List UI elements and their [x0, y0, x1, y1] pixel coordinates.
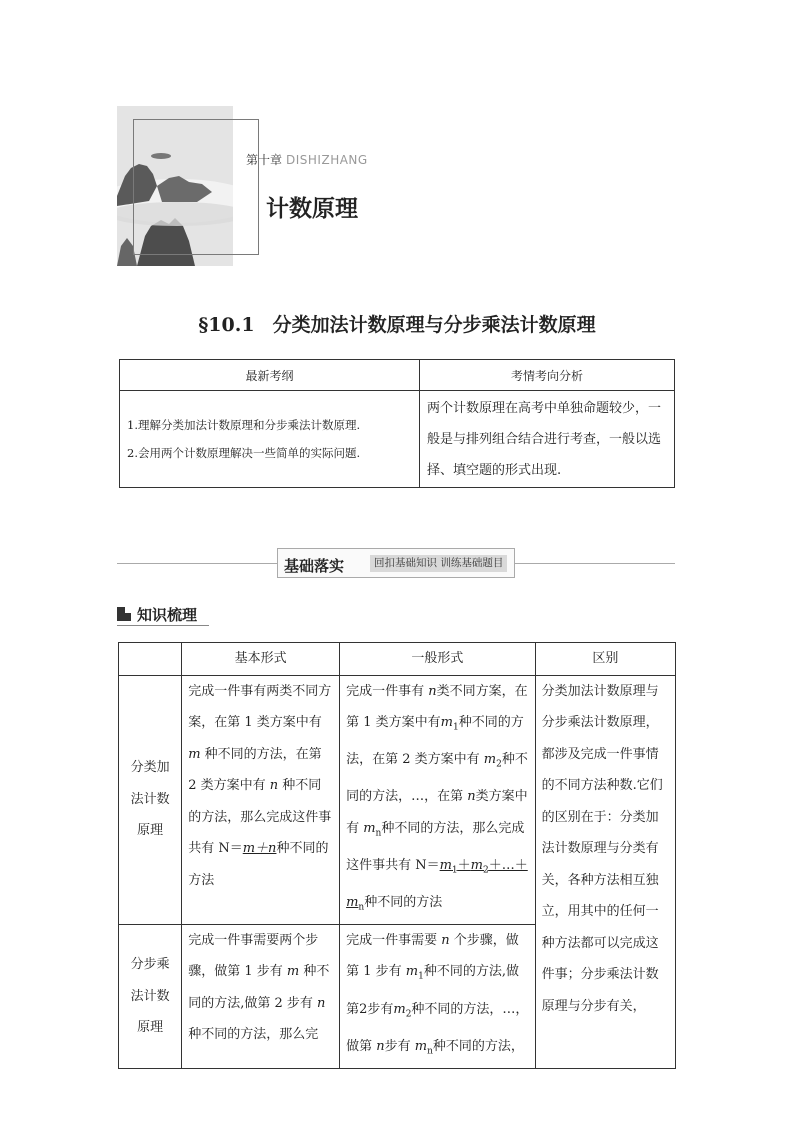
addition-basic-form: 完成一件事有两类不同方案，在第 1 类方案中有 m 种不同的方法，在第 2 类方案中有 n 种不同的方法，那么完成这件事共有 N＝m＋n种不同的方法	[182, 675, 340, 924]
outline-item: 2.会用两个计数原理解决一些简单的实际问题.	[127, 446, 361, 460]
k-header-basic: 基本形式	[182, 643, 340, 676]
knowledge-heading	[117, 604, 197, 625]
knowledge-heading-text: 知识梳理	[137, 606, 198, 624]
chapter-title: 计数原理	[266, 196, 358, 222]
difference-cell: 分类加法计数原理与分步乘法计数原理，都涉及完成一件事情的不同方法种数.它们的区别在于：分类加法计数原理与分类有关，各种方法相互独立，用其中的任何一种方法都可以完成这件事；分步乘法计数原理与分步有关，	[535, 675, 675, 1068]
banner-divider-left	[117, 563, 277, 564]
exam-outline-cell	[120, 391, 420, 488]
exam-analysis-cell: 两个计数原理在高考中单独命题较少，一般是与排列组合结合进行考查，一般以选择、填空题的形式出现.	[420, 391, 675, 488]
exam-header-outline: 最新考纲	[120, 360, 420, 391]
section-title-text: 分类加法计数原理与分步乘法计数原理	[272, 314, 596, 336]
section-banner	[277, 548, 515, 578]
row-label-multiplication: 分步乘法计数原理	[119, 924, 182, 1068]
banner-title: 基础落实	[284, 557, 345, 575]
outline-item: 1.理解分类加法计数原理和分步乘法计数原理.	[127, 418, 361, 432]
exam-outline-table	[119, 359, 675, 488]
banner-subtitle: 回扣基础知识 训练基础题目	[370, 555, 507, 572]
k-header-difference: 区别	[535, 643, 675, 676]
banner-divider-right	[515, 563, 675, 564]
chapter-frame	[133, 119, 259, 255]
k-header-general: 一般形式	[340, 643, 536, 676]
k-header-empty	[119, 643, 182, 676]
heading-square-icon	[117, 607, 131, 621]
chapter-number: 第十章	[246, 153, 283, 167]
chapter-pinyin: DISHIZHANG	[286, 153, 368, 167]
section-number: §10.1	[198, 314, 255, 336]
addition-general-form: 完成一件事有 n类不同方案，在第 1 类方案中有$m_1$种不同的方法，在第 2 类方案中有 $m_2$种不同的方法，…，在第 n类方案中有 $m_n$种不同的方法，那么完成这件事共有 $N=m_1+m_2+\dots+m_n$种不同的方法	[340, 675, 536, 924]
heading-underline	[117, 625, 209, 626]
section-title	[0, 310, 794, 337]
row-label-addition: 分类加法计数原理	[119, 675, 182, 924]
multiplication-general-form: 完成一件事需要 n 个步骤，做第 1 步有 $m_1$种不同的方法,做第2步有$m_2$种不同的方法，…，做第 n步有 $m_n$种不同的方法，	[340, 924, 536, 1068]
knowledge-table	[118, 642, 676, 1069]
chapter-label	[246, 151, 368, 168]
exam-header-analysis: 考情考向分析	[420, 360, 675, 391]
multiplication-basic-form: 完成一件事需要两个步骤，做第 1 步有 m 种不同的方法,做第 2 步有 n 种不同的方法，那么完	[182, 924, 340, 1068]
